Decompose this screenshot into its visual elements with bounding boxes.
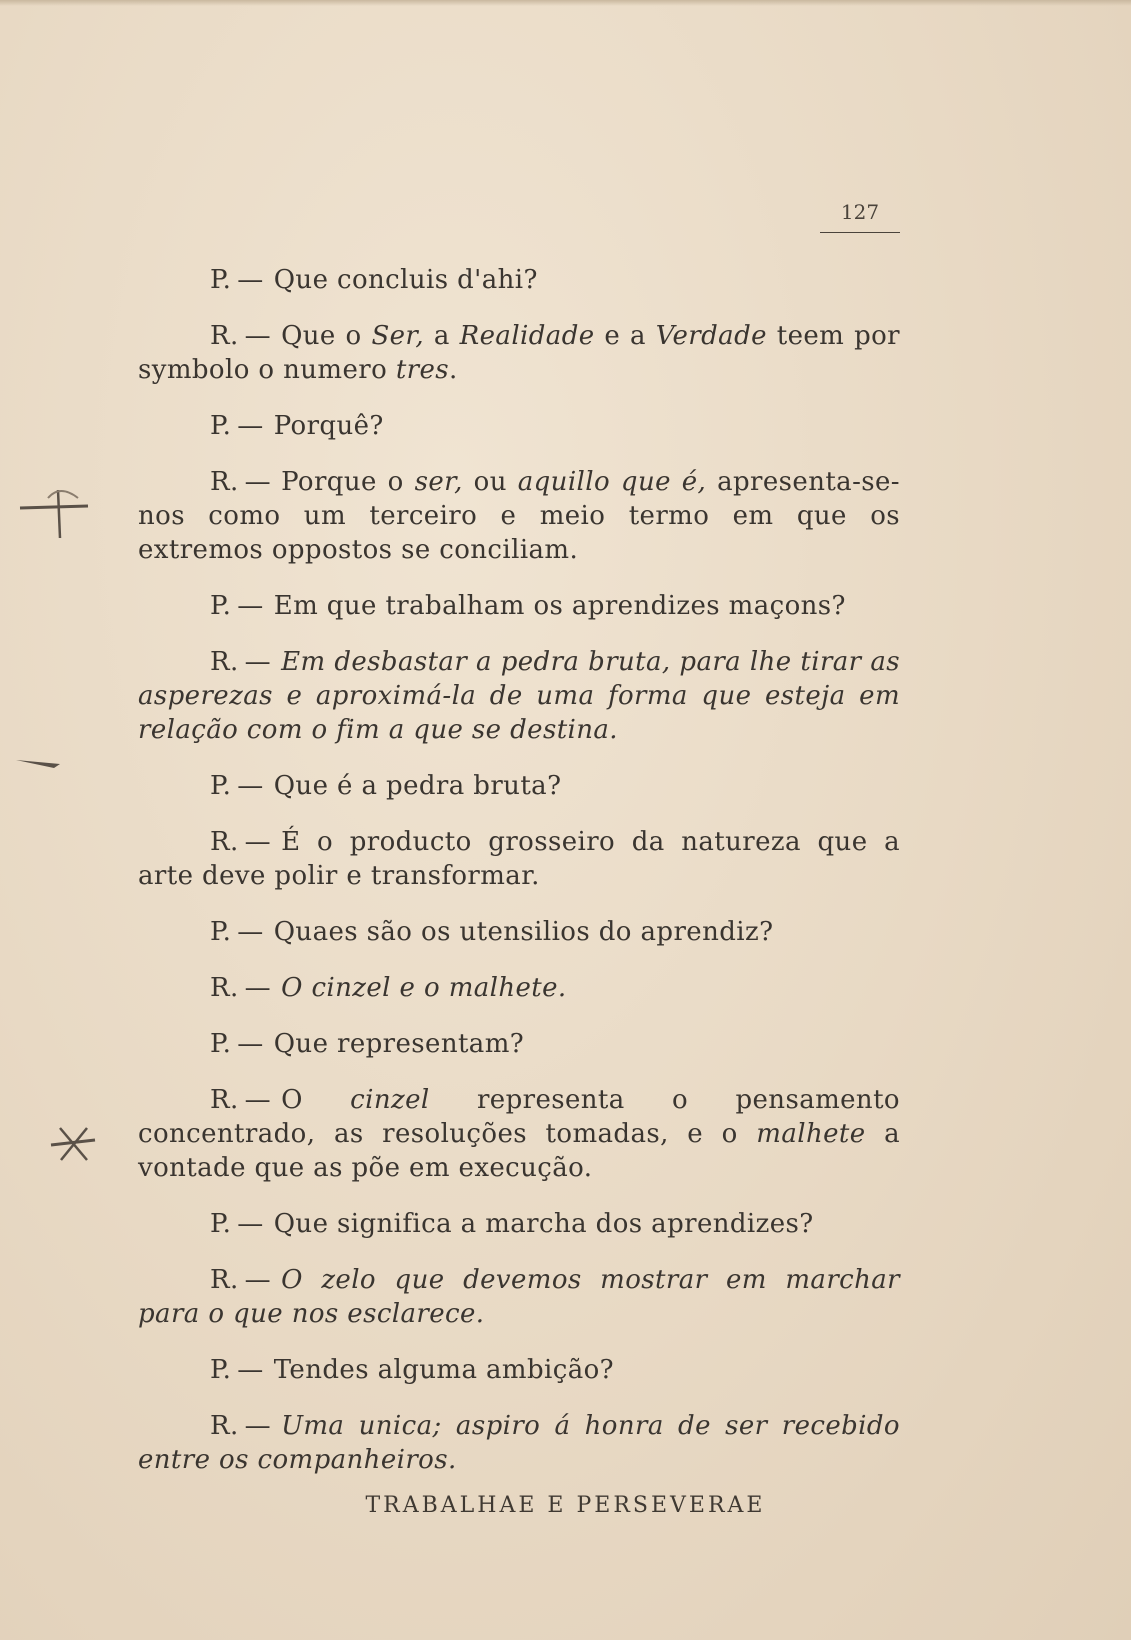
- margin-cross-mark-icon: [18, 480, 98, 540]
- question-7: P. — Que significa a marcha dos aprendizes?: [210, 1209, 814, 1239]
- page-number: 127: [820, 200, 900, 233]
- question-6: P. — Que representam?: [210, 1029, 525, 1059]
- closing-motto: TRABALHAE E PERSEVERAE: [365, 1493, 766, 1518]
- question-8: P. — Tendes alguma ambição?: [210, 1355, 614, 1385]
- answer-6: R. — O cinzel representa o pensamento concentrado, as resoluções tomadas, e o malhete a vontade que as põe em execução.: [138, 1085, 900, 1183]
- question-5: P. — Quaes são os utensilios do aprendiz?: [210, 917, 774, 947]
- answer-5: R. — O cinzel e o malhete.: [210, 973, 567, 1003]
- answer-7: R. — O zelo que devemos mostrar em marchar para o que nos esclarece.: [138, 1265, 900, 1329]
- question-2: P. — Porquê?: [210, 411, 384, 441]
- question-4: P. — Que é a pedra bruta?: [210, 771, 562, 801]
- answer-8: R. — Uma unica; aspiro á honra de ser recebido entre os companheiros.: [138, 1411, 900, 1475]
- question-3: P. — Em que trabalham os aprendizes maçons?: [210, 591, 846, 621]
- answer-2: R. — Porque o ser, ou aquillo que é, apresenta-se-nos como um terceiro e meio termo em que os extremos oppostos se conciliam.: [138, 467, 900, 565]
- answer-4: R. — É o producto grosseiro da natureza que a arte deve polir e transformar.: [138, 827, 900, 891]
- answer-1: R. — Que o Ser, a Realidade e a Verdade teem por symbolo o numero tres.: [138, 321, 900, 385]
- catechism-dialogue: [138, 263, 900, 1499]
- answer-3: R. — Em desbastar a pedra bruta, para lhe tirar as asperezas e aproximá-la de uma forma que esteja em relação com o fim a que se destina.: [138, 647, 900, 745]
- question-1: P. — Que concluis d'ahi?: [210, 265, 538, 295]
- margin-dash-mark-icon: [14, 752, 64, 772]
- page-edge-shadow: [0, 0, 1131, 6]
- margin-star-mark-icon: [45, 1120, 100, 1170]
